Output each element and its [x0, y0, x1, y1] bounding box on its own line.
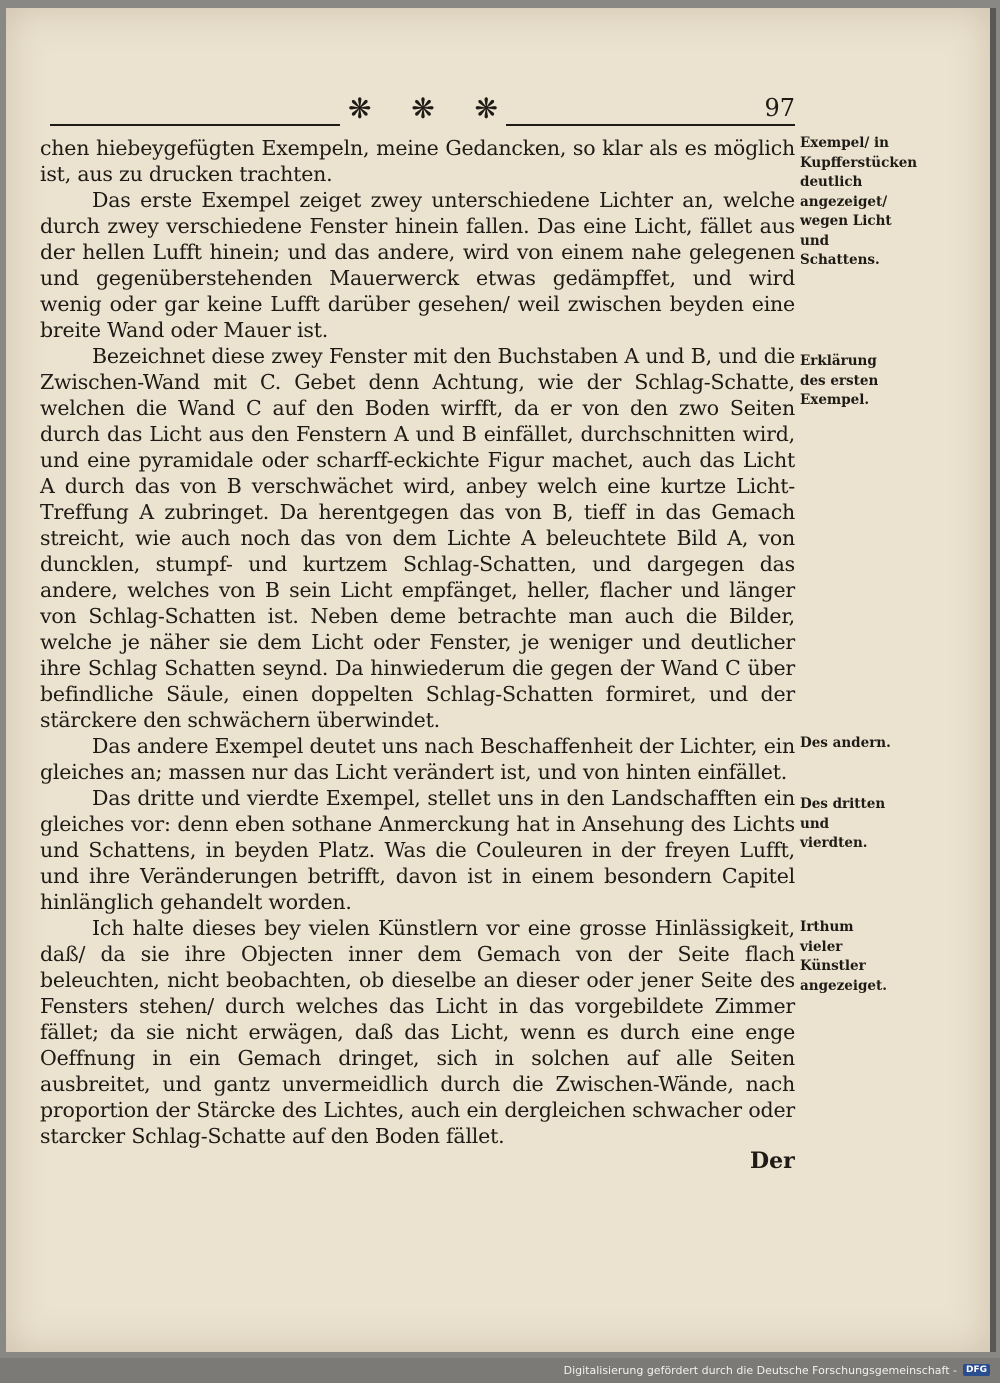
dfg-logo-icon: DFG [963, 1364, 990, 1376]
paragraph: Ich halte dieses bey vielen Künstlern vor eine grosse Hinlässigkeit, daß/ da sie ihre Objecten inner dem Gemach von der Seite flach beleuchten, nicht beobachten, ob dieselbe an dieser oder jener Seite des Fensters stehen/ durch welches das Licht in das vorgebildete Zimmer fället; da sie nicht erwägen, daß das Licht, wenn es durch eine enge Oeffnung in ein Gemach dringet, sich in solchen auf alle Seiten ausbreitet, und gantz unvermeidlich durch die Zwischen-Wände, nach proportion der Stärcke des Lichtes, auch ein dergleichen schwacher oder starcker Schlag-Schatte auf den Boden fället. [40, 916, 795, 1148]
flower-ornament-icon: ❋ [411, 92, 435, 125]
header-ornament-group [340, 92, 506, 126]
main-text-block [40, 135, 795, 1149]
page-header [50, 92, 795, 132]
margin-note: Des andern. [800, 735, 891, 751]
margin-note: Des dritten und vierdten. [800, 796, 886, 851]
page-edge-shadow [990, 8, 996, 1352]
paragraph: Das dritte und vierdte Exempel, stellet uns in den Landschafften ein gleiches vor: denn eben sothane Anmerckung hat in Ansehung des Lichts und Schattens, in beyden Platz. Was die Couleuren in der freyen Lufft, und ihre Veränderungen betrifft, davon ist in einem besondern Capitel hinlänglich gehandelt worden. [40, 786, 795, 914]
catchword: Der [750, 1148, 795, 1174]
page-number: 97 [758, 94, 795, 122]
paragraph: Das andere Exempel deutet uns nach Beschaffenheit der Lichter, ein gleiches an; massen nur das Licht verändert ist, und von hinten einfället. [40, 734, 795, 784]
flower-ornament-icon: ❋ [348, 92, 372, 125]
paragraph: Bezeichnet diese zwey Fenster mit den Buchstaben A und B, und die Zwischen-Wand mit C. Gebet denn Achtung, wie der Schlag-Schatte, welchen die Wand C auf den Boden wirfft, da er von den zwo Seiten durch das Licht aus den Fenstern A und B einfället, durchschnitten wird, und eine pyramidale oder scharff-eckichte Figur machet, auch das Licht A durch das von B verschwächet wird, anbey welch eine kurtze Licht-Treffung A zubringet. Da herentgegen das von B, tieff in das Gemach streicht, wie auch noch das von dem Lichte A beleuchtete Bild A, von duncklen, stumpf- und kurtzem Schlag-Schatten, und dargegen das andere, welches von B sein Licht empfänget, heller, flacher und länger von Schlag-Schatten ist. Neben deme betrachte man auch die Bilder, welche je näher sie dem Licht oder Fenster, je weniger und deutlicher ihre Schlag Schatten seynd. Da hinwiederum die gegen der Wand C über befindliche Säule, einen doppelten Schlag-Schatten formiret, und der stärckere den schwächern überwindet. [40, 344, 795, 732]
margin-note: Irthum vieler Künstler angezeiget. [800, 919, 887, 994]
footer-credit: Digitalisierung gefördert durch die Deutsche Forschungsgemeinschaft - [563, 1363, 957, 1377]
paragraph: Das erste Exempel zeiget zwey unterschiedene Lichter an, welche durch zwey verschiedene Fenster hinein fallen. Das eine Licht, fället aus der hellen Lufft hinein; und das andere, wird von einem nahe gelegenen und gegenüberstehenden Mauerwerck etwas gedämpffet, und wird wenig oder gar keine Lufft darüber gesehen/ weil zwischen beyden eine breite Wand oder Mauer ist. [40, 188, 795, 342]
margin-note: Erklärung des ersten Exempel. [800, 353, 879, 408]
margin-note: Exempel/ in Kupfferstücken deutlich angezeiget/ wegen Licht und Schattens. [800, 135, 918, 268]
flower-ornament-icon: ❋ [474, 92, 498, 125]
footer [563, 1362, 990, 1378]
paragraph-continuation: chen hiebeygefügten Exempeln, meine Gedancken, so klar als es möglich ist, aus zu drucken trachten. [40, 136, 795, 186]
